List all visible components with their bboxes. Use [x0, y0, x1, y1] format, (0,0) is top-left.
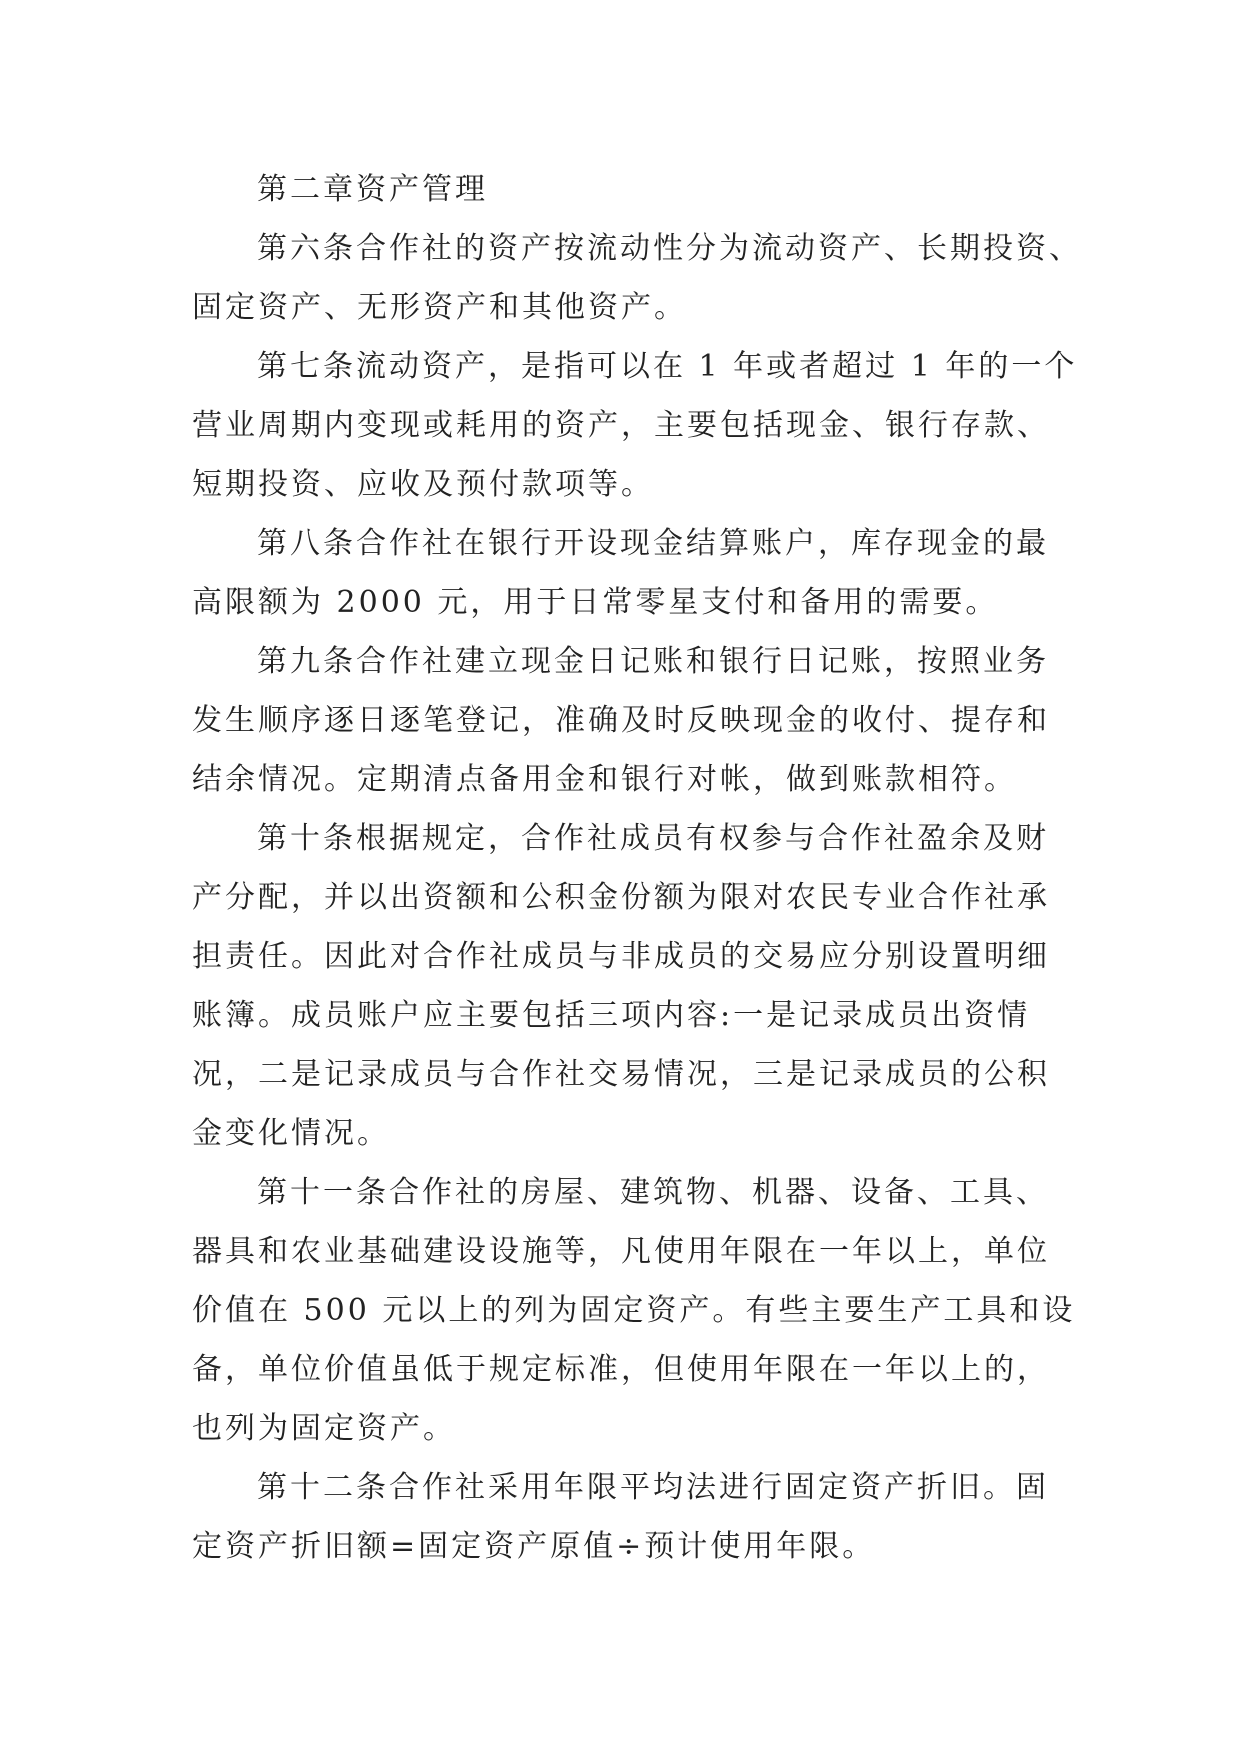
article-12-line-1: 第十二条合作社采用年限平均法进行固定资产折旧。固 — [257, 1470, 1049, 1505]
article-7-line-1: 第七条流动资产，是指可以在 1 年或者超过 1 年的一个 — [257, 349, 1078, 384]
article-10-line-3: 担责任。因此对合作社成员与非成员的交易应分别设置明细 — [192, 939, 1050, 974]
article-9-line-1: 第九条合作社建立现金日记账和银行日记账，按照业务 — [257, 644, 1049, 679]
article-11-line-4: 备，单位价值虽低于规定标准，但使用年限在一年以上的， — [192, 1352, 1050, 1387]
article-9-line-2: 发生顺序逐日逐笔登记，准确及时反映现金的收付、提存和 — [192, 703, 1050, 738]
article-10-line-2: 产分配，并以出资额和公积金份额为限对农民专业合作社承 — [192, 880, 1050, 915]
article-12-line-2: 定资产折旧额=固定资产原值÷预计使用年限。 — [192, 1529, 876, 1564]
article-10-line-5: 况，二是记录成员与合作社交易情况，三是记录成员的公积 — [192, 1057, 1050, 1092]
article-6-line-1: 第六条合作社的资产按流动性分为流动资产、长期投资、 — [257, 231, 1082, 266]
article-11-line-1: 第十一条合作社的房屋、建筑物、机器、设备、工具、 — [257, 1175, 1049, 1210]
article-8-line-1: 第八条合作社在银行开设现金结算账户，库存现金的最 — [257, 526, 1049, 561]
article-7-line-2: 营业周期内变现或耗用的资产，主要包括现金、银行存款、 — [192, 408, 1050, 443]
article-8-line-2: 高限额为 2000 元，用于日常零星支付和备用的需要。 — [192, 585, 999, 620]
article-6-line-2: 固定资产、无形资产和其他资产。 — [192, 290, 687, 325]
article-11-line-5: 也列为固定资产。 — [192, 1411, 456, 1446]
article-10-line-1: 第十条根据规定，合作社成员有权参与合作社盈余及财 — [257, 821, 1049, 856]
article-10-line-6: 金变化情况。 — [192, 1116, 390, 1151]
article-11-line-2: 器具和农业基础建设设施等，凡使用年限在一年以上，单位 — [192, 1234, 1050, 1269]
chapter-heading: 第二章资产管理 — [257, 172, 488, 207]
document-body — [192, 160, 1082, 1576]
article-7-line-3: 短期投资、应收及预付款项等。 — [192, 467, 654, 502]
article-9-line-3: 结余情况。定期清点备用金和银行对帐，做到账款相符。 — [192, 762, 1017, 797]
article-10-line-4: 账簿。成员账户应主要包括三项内容:一是记录成员出资情 — [192, 998, 1031, 1033]
article-11-line-3: 价值在 500 元以上的列为固定资产。有些主要生产工具和设 — [192, 1293, 1076, 1328]
